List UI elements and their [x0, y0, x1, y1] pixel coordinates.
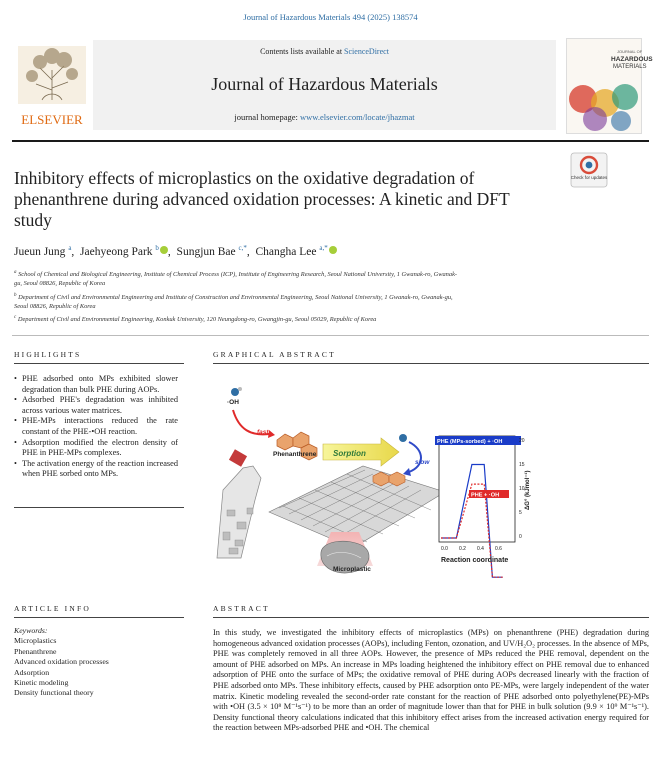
- check-for-updates-button[interactable]: [570, 152, 608, 188]
- orcid-icon[interactable]: [160, 246, 168, 254]
- elsevier-logo[interactable]: [12, 40, 92, 130]
- cover-line2: HAZARDOUS: [611, 56, 653, 63]
- sciencedirect-link[interactable]: ScienceDirect: [344, 47, 389, 56]
- phenanthrene-label: Phenanthrene: [273, 451, 317, 458]
- legend-top-label: PHE (MPs-sorbed) + ·OH: [437, 439, 503, 445]
- keyword-item: Kinetic modeling: [14, 678, 69, 688]
- affiliation-text: School of Chemical and Biological Engineering, Institute of Chemical Process (ICP), Institute of Engineering Research, Seoul National University, 1 Gwanak-ro, Gwanak-: [18, 271, 458, 279]
- slow-arrowhead: [403, 468, 411, 476]
- affiliation-a: [14, 268, 594, 288]
- highlight-item: • Adsorbed PHE's degradation was inhibited across various water matrices.: [14, 395, 178, 416]
- graphical-abstract-heading: GRAPHICAL ABSTRACT: [213, 350, 336, 359]
- y-tick-label: 20: [519, 438, 525, 444]
- author-affil-sup[interactable]: a,*: [319, 244, 328, 252]
- highlight-item: • PHE adsorbed onto MPs exhibited slower degradation than bulk PHE during AOPs.: [14, 374, 178, 395]
- y-tick-label: 15: [519, 462, 525, 468]
- affiliation-c: [14, 313, 594, 324]
- elsevier-tree-icon: [12, 40, 92, 130]
- journal-title[interactable]: Journal of Hazardous Materials: [211, 74, 438, 94]
- cover-line3: MATERIALS: [613, 64, 647, 70]
- orcid-icon[interactable]: [329, 246, 337, 254]
- keyword-item: Microplastics: [14, 636, 57, 646]
- keyword-item: Adsorption: [14, 667, 50, 677]
- sorption-label: Sorption: [333, 449, 366, 458]
- x-tick-label: 0.0: [441, 546, 448, 552]
- affiliation-sup: a: [14, 270, 17, 275]
- highlight-item: • Adsorption modified the electron density of PHE in PHE-MPs complexes.: [14, 438, 178, 459]
- affiliation-text: Seoul 08826, Republic of Korea: [14, 303, 96, 311]
- contents-line: [93, 47, 556, 56]
- y-tick-label: 5: [519, 510, 522, 516]
- abstract-rule: [213, 617, 649, 618]
- oh-radical-icon-2: [399, 434, 407, 442]
- check-updates-icon: [570, 152, 608, 188]
- author-list: Jueun Jung $^a$, Jaehyeong Park $^b$ , Sungjun Bae $^{c,*}$, Changha Lee $^{a,*}$: [14, 244, 337, 258]
- author-name[interactable]: Jaehyeong Park: [80, 245, 153, 258]
- affiliation-sup: c: [14, 315, 17, 320]
- y-tick-label: 10: [519, 486, 525, 492]
- affiliation-b: [14, 291, 594, 311]
- author-affil-sup[interactable]: a: [68, 244, 72, 252]
- x-tick-label: 0.6: [495, 546, 502, 552]
- highlights-heading: HIGHLIGHTS: [14, 350, 82, 359]
- highlights-list: [14, 374, 178, 480]
- graphical-abstract-figure[interactable]: [213, 380, 533, 574]
- oh-radical-icon: [231, 388, 239, 396]
- author-name[interactable]: Jueun Jung: [14, 245, 66, 258]
- graphical-abstract-svg: [213, 380, 533, 574]
- keyword-item: Phenanthrene: [14, 646, 57, 656]
- highlight-item: • PHE-MPs interactions reduced the rate constant of the PHE-•OH reaction.: [14, 416, 178, 437]
- hydrogen-atom-icon: [238, 387, 242, 391]
- fast-arrowhead: [268, 430, 275, 438]
- check-updates-label: Check for updates: [570, 175, 608, 180]
- legend-bottom-label: PHE + ·OH: [471, 492, 500, 499]
- fast-label: fast: [257, 429, 269, 436]
- slow-arrow-icon: [409, 442, 421, 472]
- keywords-block: [14, 626, 184, 699]
- energy-profile-chart: [435, 436, 531, 577]
- author-name[interactable]: Changha Lee: [255, 245, 317, 258]
- abstract-heading: ABSTRACT: [213, 604, 270, 613]
- cover-art: [567, 39, 653, 133]
- affiliation-sup: b: [14, 293, 17, 298]
- plastic-bottle-icon: [217, 449, 261, 558]
- homepage-link[interactable]: www.elsevier.com/locate/jhazmat: [299, 112, 415, 122]
- journal-citation[interactable]: Journal of Hazardous Materials 494 (2025) 138574: [243, 12, 418, 22]
- highlights-rule: [14, 363, 184, 364]
- x-tick-label: 0.4: [477, 546, 484, 552]
- homepage-prefix: journal homepage:: [234, 112, 300, 122]
- highlight-item: • The activation energy of the reaction increased when PHE sorbed onto MPs.: [14, 459, 178, 480]
- publisher-name: ELSEVIER: [21, 112, 83, 127]
- homepage-line: [93, 112, 556, 122]
- author-name[interactable]: Sungjun Bae: [176, 245, 236, 258]
- y-tick-label: 0: [519, 534, 522, 540]
- affiliation-text: Department of Civil and Environmental Engineering and Institute of Construction and Environmental Engineering, Seoul National University, 1 Gwanak-ro, Gwanak-gu,: [18, 294, 453, 302]
- keyword-item: Advanced oxidation processes: [14, 657, 109, 667]
- keywords-label: Keywords:: [14, 626, 48, 635]
- chart-frame: [439, 436, 515, 542]
- oh-label: ·OH: [227, 399, 239, 406]
- article-title: Inhibitory effects of microplastics on the oxidative degradation of phenanthrene during advanced oxidation processes: A kinetic and DFT study: [14, 168, 510, 230]
- journal-cover-image[interactable]: [566, 38, 653, 134]
- affiliation-text: Department of Civil and Environmental Engineering, Konkuk University, 120 Neungdong-ro, Gwangjin-gu, Seoul 05029, Republic of Korea: [17, 316, 377, 324]
- graphical-abstract-rule: [213, 363, 649, 364]
- x-axis-label: Reaction coordinate: [441, 557, 509, 564]
- header-divider: [12, 140, 649, 142]
- keyword-item: Density functional theory: [14, 688, 94, 698]
- microplastic-label: Microplastic: [333, 566, 371, 573]
- abstract-text: In this study, we investigated the inhibitory effects of microplastics (MPs) on phenanthrene (PHE) degradation during homogeneous advanced oxidation processes (AOPs), including Fenton, ozonation, and UV/H₂O₂ processes. In the absence of MPs, PHE was completely removed in all three AOPs. However, the presence of MPs reduced the PHE removal, dependent on the amount of PHE adsorbed on MPs. An increase in MPs loading heightened the inhibitory effect on PHE removal due to enhanced adsorption of PHE onto the surface of MPs; the oxidative removal of PHE during AOPs decreased linearly with the fraction of PHE adsorbed onto MPs. These inhibitory effects, caused by PHE adsorption onto PE-MPs, were largely independent of the water matrix. Kinetic modeling revealed the second-order rate constant for the reaction of PHE adsorbed onto polyethylene(PE)-MPs with •OH (3.5 × 10⁸ M⁻¹s⁻¹) to be more than an order of magnitude lower than that for PHE in bulk solution (9.9 × 10⁹ M⁻¹s⁻¹). Density functional theory calculations indicated that this inhibitory effect arises from the increased activation energy required for the reaction between MPs-adsorbed PHE and •OH. The chemical: [213, 628, 649, 733]
- slow-label: slow: [415, 459, 430, 466]
- article-info-heading: ARTICLE INFO: [14, 604, 91, 613]
- author-affil-sup[interactable]: b: [155, 244, 159, 252]
- affiliation-text: gu, Seoul 08826, Republic of Korea: [14, 280, 106, 288]
- highlights-bottom-rule: [14, 507, 184, 508]
- affiliation-divider: [12, 335, 649, 336]
- article-info-rule: [14, 617, 184, 618]
- cover-line1: JOURNAL OF: [617, 49, 643, 54]
- contents-prefix: Contents lists available at: [260, 47, 345, 56]
- y-axis-label: ΔG° (kJmol⁻¹): [525, 470, 531, 510]
- x-tick-label: 0.2: [459, 546, 466, 552]
- author-affil-sup[interactable]: c,*: [238, 244, 247, 252]
